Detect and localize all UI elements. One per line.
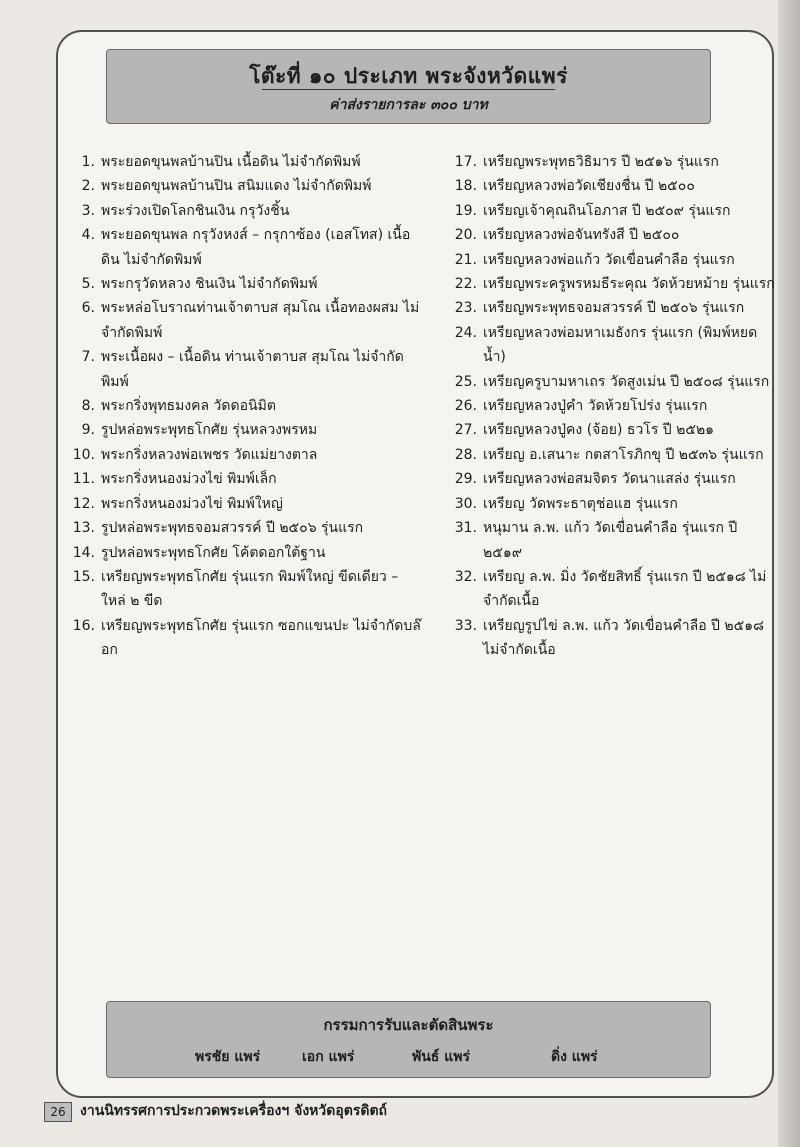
item-number: 10.: [72, 446, 95, 463]
item-number: 7.: [81, 349, 95, 366]
item-number: 26.: [454, 398, 477, 415]
list-item: [440, 321, 775, 370]
list-item: [72, 272, 422, 296]
item-text: เหรียญ อ.เสนาะ กตสาโรภิกขุ ปี ๒๕๓๖ รุ่นแรก: [483, 446, 764, 463]
item-text: รูปหล่อพระพุทธจอมสวรรค์ ปี ๒๕๐๖ รุ่นแรก: [101, 520, 364, 537]
footer-title: งานนิทรรศการประกวดพระเครื่องฯ จังหวัดอุตรดิตถ์: [80, 1103, 388, 1119]
item-text: รูปหล่อพระพุทธโกศัย รุ่นหลวงพรหม: [101, 422, 318, 439]
item-number: 1.: [81, 154, 95, 170]
committee-banner: [106, 1001, 711, 1078]
item-text: เหรียญหลวงปู่คำ วัดห้วยโปร่ง รุ่นแรก: [483, 398, 708, 415]
item-number: 30.: [454, 495, 477, 512]
list-item: [440, 516, 775, 565]
list-item: [72, 345, 422, 394]
item-text: พระกริ่งหนองม่วงไข่ พิมพ์ใหญ่: [101, 495, 283, 512]
item-number: 2.: [81, 178, 95, 195]
page-number: 26: [44, 1102, 72, 1122]
item-text: พระกรุวัดหลวง ชินเงิน ไม่จำกัดพิมพ์: [101, 276, 318, 293]
list-item: [72, 150, 422, 174]
item-text: เหรียญหลวงพ่อวัดเชียงชื่น ปี ๒๕๐๐: [483, 178, 695, 195]
item-number: 3.: [81, 202, 95, 219]
item-text: เหรียญ วัดพระธาตุช่อแฮ รุ่นแรก: [483, 495, 678, 512]
list-item: [72, 541, 422, 565]
item-text: หนุมาน ล.พ. แก้ว วัดเขื่อนคำลือ รุ่นแรก ปี ๒๕๑๙: [483, 520, 738, 561]
list-item: [440, 370, 775, 394]
item-text: พระเนื้อผง – เนื้อดิน ท่านเจ้าตาบส สุมโณ ไม่จำกัดพิมพ์: [101, 349, 404, 390]
item-number: 20.: [454, 227, 477, 244]
item-text: พระกริ่งหลวงพ่อเพชร วัดแม่ยางตาล: [101, 446, 318, 463]
item-text: พระร่วงเปิดโลกชินเงิน กรุวังชิ้น: [101, 202, 290, 219]
item-text: พระหล่อโบราณท่านเจ้าตาบส สุมโณ เนื้อทองผสม ไม่จำกัดพิมพ์: [101, 300, 420, 341]
item-number: 8.: [81, 398, 95, 415]
item-number: 31.: [454, 520, 477, 537]
item-text: เหรียญหลวงพ่อจันทรังสี ปี ๒๕๐๐: [483, 227, 680, 244]
list-item: [72, 418, 422, 442]
item-number: 19.: [454, 202, 477, 219]
committee-member: พันธ์ แพร่: [412, 1049, 470, 1065]
item-text: เหรียญพระพุทธจอมสวรรค์ ปี ๒๕๐๖ รุ่นแรก: [483, 300, 745, 317]
item-number: 25.: [454, 373, 477, 390]
item-text: พระกริ่งหนองม่วงไข่ พิมพ์เล็ก: [101, 471, 277, 488]
item-text: เหรียญหลวงพ่อสมจิตร วัดนาแสล่ง รุ่นแรก: [483, 471, 736, 488]
list-item: [440, 272, 775, 296]
item-number: 32.: [454, 568, 477, 585]
item-text: เหรียญ ล.พ. มิ่ง วัดชัยสิทธิ์ รุ่นแรก ปี ๒๕๑๘ ไม่จำกัดเนื้อ: [483, 568, 767, 610]
item-number: 15.: [72, 568, 95, 585]
item-number: 11.: [72, 471, 95, 488]
item-number: 22.: [454, 276, 477, 293]
list-item: [72, 296, 422, 345]
title-divider: [262, 89, 555, 90]
item-number: 9.: [81, 422, 95, 439]
item-number: 23.: [454, 300, 477, 317]
item-text: เหรียญพระพุทธโกศัย รุ่นแรก พิมพ์ใหญ่ ขีดเดียว – ใหล่ ๒ ขีด: [101, 568, 399, 610]
item-text: เหรียญพระพุทธวิธิมาร ปี ๒๕๑๖ รุ่นแรก: [483, 154, 719, 170]
item-text: เหรียญหลวงพ่อแก้ว วัดเขื่อนคำลือ รุ่นแรก: [483, 251, 735, 268]
list-item: [440, 565, 775, 614]
list-item: [440, 174, 775, 198]
list-item: [440, 150, 775, 174]
list-item: [440, 443, 775, 467]
item-number: 18.: [454, 178, 477, 195]
list-item: [440, 467, 775, 491]
item-number: 4.: [81, 227, 95, 244]
list-item: [72, 443, 422, 467]
list-item: [72, 565, 422, 614]
page-edge: [778, 0, 800, 1147]
list-item: [440, 223, 775, 247]
list-item: [440, 199, 775, 223]
item-text: เหรียญเจ้าคุณถินโอภาส ปี ๒๕๐๙ รุ่นแรก: [483, 202, 731, 219]
item-text: พระกริ่งพุทธมงคล วัดดอนิมิต: [101, 398, 276, 415]
item-number: 17.: [454, 154, 477, 170]
item-number: 6.: [81, 300, 95, 317]
item-text: รูปหล่อพระพุทธโกศัย โค้ตดอกใต้ฐาน: [101, 544, 326, 561]
item-number: 16.: [72, 617, 95, 634]
item-text: พระยอดขุนพลบ้านปิน เนื้อดิน ไม่จำกัดพิมพ์: [101, 154, 361, 170]
list-item: [72, 614, 422, 663]
list-item: [440, 492, 775, 516]
committee-member: พรชัย แพร่: [195, 1049, 261, 1065]
list-item: [440, 394, 775, 418]
committee-title: กรรมการรับและตัดสินพระ: [323, 1016, 494, 1034]
item-text: เหรียญรูปไข่ ล.พ. แก้ว วัดเขื่อนคำลือ ปี ๒๕๑๘ ไม่จำกัดเนื้อ: [483, 617, 764, 659]
left-item-list: [72, 150, 422, 663]
item-number: 24.: [454, 324, 477, 341]
list-item: [440, 418, 775, 442]
title-banner: [106, 49, 711, 124]
list-item: [440, 614, 775, 663]
committee-member: เอก แพร่: [302, 1049, 355, 1065]
committee-member: ดิ่ง แพร่: [551, 1049, 598, 1065]
list-item: [72, 223, 422, 272]
list-item: [440, 248, 775, 272]
item-number: 27.: [454, 422, 477, 439]
item-number: 14.: [72, 544, 95, 561]
item-text: พระยอดขุนพลบ้านปิน สนิมแดง ไม่จำกัดพิมพ์: [101, 178, 372, 195]
list-item: [72, 516, 422, 540]
right-item-list: [440, 150, 775, 663]
item-number: 13.: [72, 520, 95, 537]
item-text: เหรียญครูบามหาเถร วัดสูงเม่น ปี ๒๕๐๘ รุ่นแรก: [483, 373, 770, 390]
item-text: เหรียญพระพุทธโกศัย รุ่นแรก ซอกแขนปะ ไม่จำกัดบล๊อก: [101, 617, 421, 659]
list-item: [72, 394, 422, 418]
item-text: เหรียญพระครูพรหมธีระคุณ วัดห้วยหม้าย รุ่นแรก: [483, 276, 775, 293]
page-subtitle: ค่าส่งรายการละ ๓๐๐ บาท: [329, 97, 488, 113]
item-text: เหรียญหลวงปู่คง (จ้อย) ธวโร ปี ๒๕๒๑: [483, 422, 715, 439]
list-item: [72, 467, 422, 491]
item-number: 5.: [81, 276, 95, 293]
item-number: 33.: [454, 617, 477, 634]
item-text: พระยอดขุนพล กรุวังหงส์ – กรุกาซ้อง (เอสโทส) เนื้อดิน ไม่จำกัดพิมพ์: [101, 227, 411, 268]
item-number: 12.: [72, 495, 95, 512]
list-item: [440, 296, 775, 320]
list-item: [72, 199, 422, 223]
list-item: [72, 174, 422, 198]
item-number: 29.: [454, 471, 477, 488]
item-number: 21.: [454, 251, 477, 268]
item-number: 28.: [454, 446, 477, 463]
page-title: โต๊ะที่ ๑๐ ประเภท พระจังหวัดแพร่: [249, 64, 568, 88]
item-text: เหรียญหลวงพ่อมหาเมธังกร รุ่นแรก (พิมพ์หยดน้ำ): [483, 324, 758, 366]
list-item: [72, 492, 422, 516]
